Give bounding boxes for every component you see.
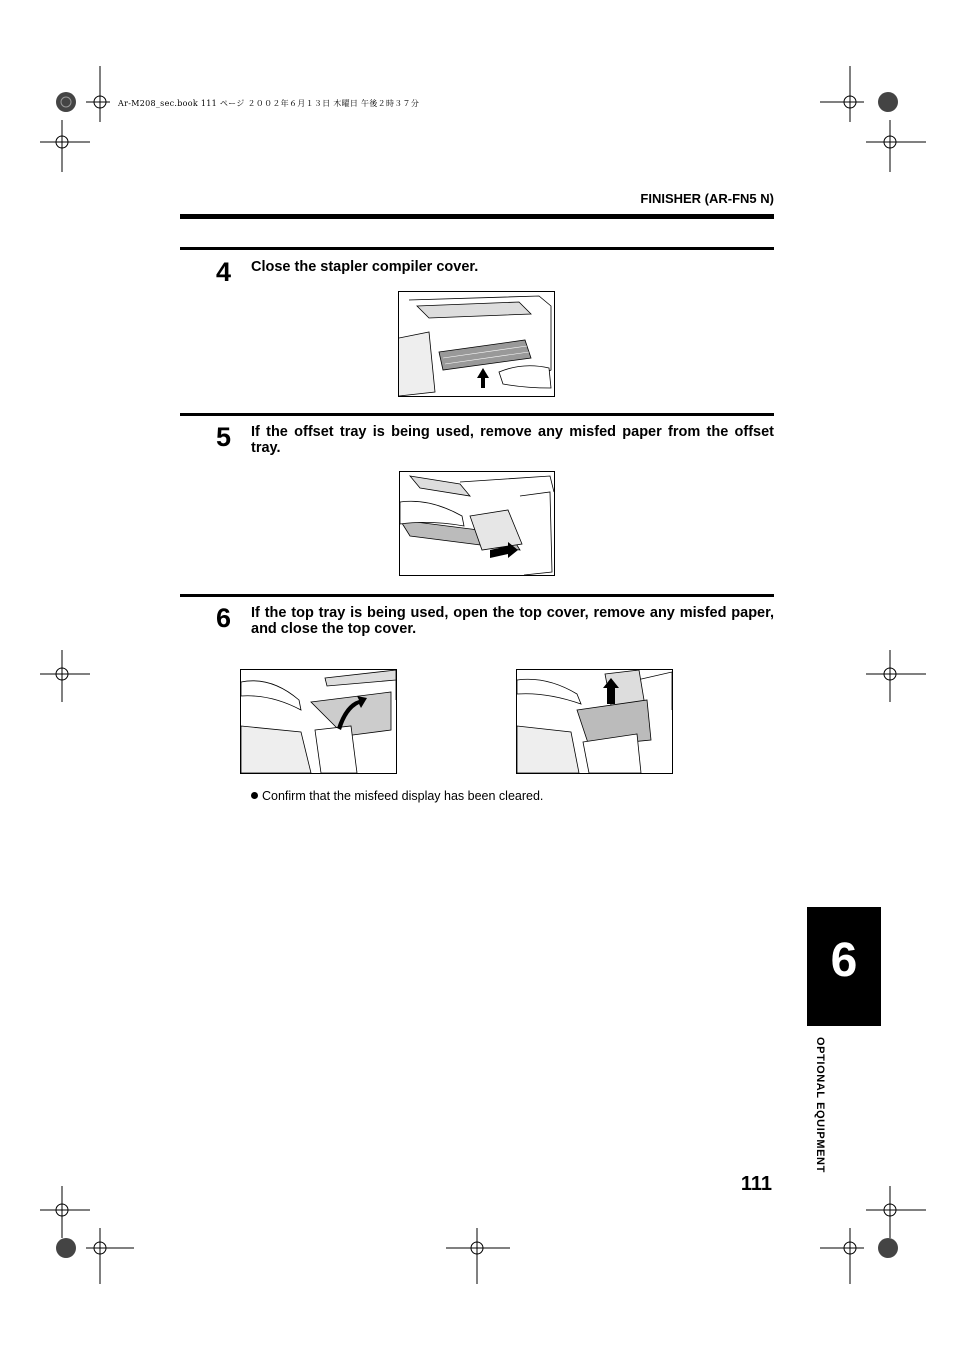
header-rule bbox=[180, 214, 774, 219]
illustration-remove-paper-offset-tray bbox=[399, 471, 555, 576]
crop-mark-left-top bbox=[30, 116, 90, 176]
chapter-tab bbox=[807, 907, 881, 1026]
note-item bbox=[251, 789, 543, 803]
section-title: FINISHER (AR-FN5 N) bbox=[640, 191, 774, 206]
illustration-remove-paper-top-tray bbox=[516, 669, 673, 774]
chapter-number: 6 bbox=[830, 934, 858, 987]
step-5-rule bbox=[180, 413, 774, 416]
step-6-text: If the top tray is being used, open the top cover, remove any misfed paper, and close the top cover. bbox=[251, 605, 774, 637]
print-job-info: Ar-M208_sec.book 111 ページ ２００２年６月１３日 木曜日 午後２時３７分 bbox=[118, 99, 420, 108]
registration-mark-bottom-right bbox=[816, 1228, 916, 1288]
registration-mark-bottom-left bbox=[30, 1228, 140, 1288]
crop-mark-right-top bbox=[866, 116, 926, 176]
illustration-open-top-cover bbox=[240, 669, 397, 774]
step-6-number: 6 bbox=[216, 603, 232, 633]
step-5-text: If the offset tray is being used, remove any misfed paper from the offset tray. bbox=[251, 424, 774, 456]
page-number: 111 bbox=[740, 1173, 772, 1195]
step-4-text: Close the stapler compiler cover. bbox=[251, 259, 479, 275]
crop-mark-left-middle bbox=[30, 646, 90, 706]
step-4-number: 4 bbox=[216, 257, 232, 287]
illustration-close-stapler-cover bbox=[398, 291, 555, 397]
note-text: Confirm that the misfeed display has been cleared. bbox=[262, 789, 544, 803]
chapter-label: OPTIONAL EQUIPMENT bbox=[814, 1037, 826, 1173]
step-5-number: 5 bbox=[216, 422, 232, 452]
step-4-rule bbox=[180, 247, 774, 250]
crop-mark-bottom-center bbox=[446, 1228, 510, 1288]
step-6-rule bbox=[180, 594, 774, 597]
crop-mark-right-middle bbox=[866, 646, 926, 706]
bullet-icon bbox=[251, 792, 258, 799]
